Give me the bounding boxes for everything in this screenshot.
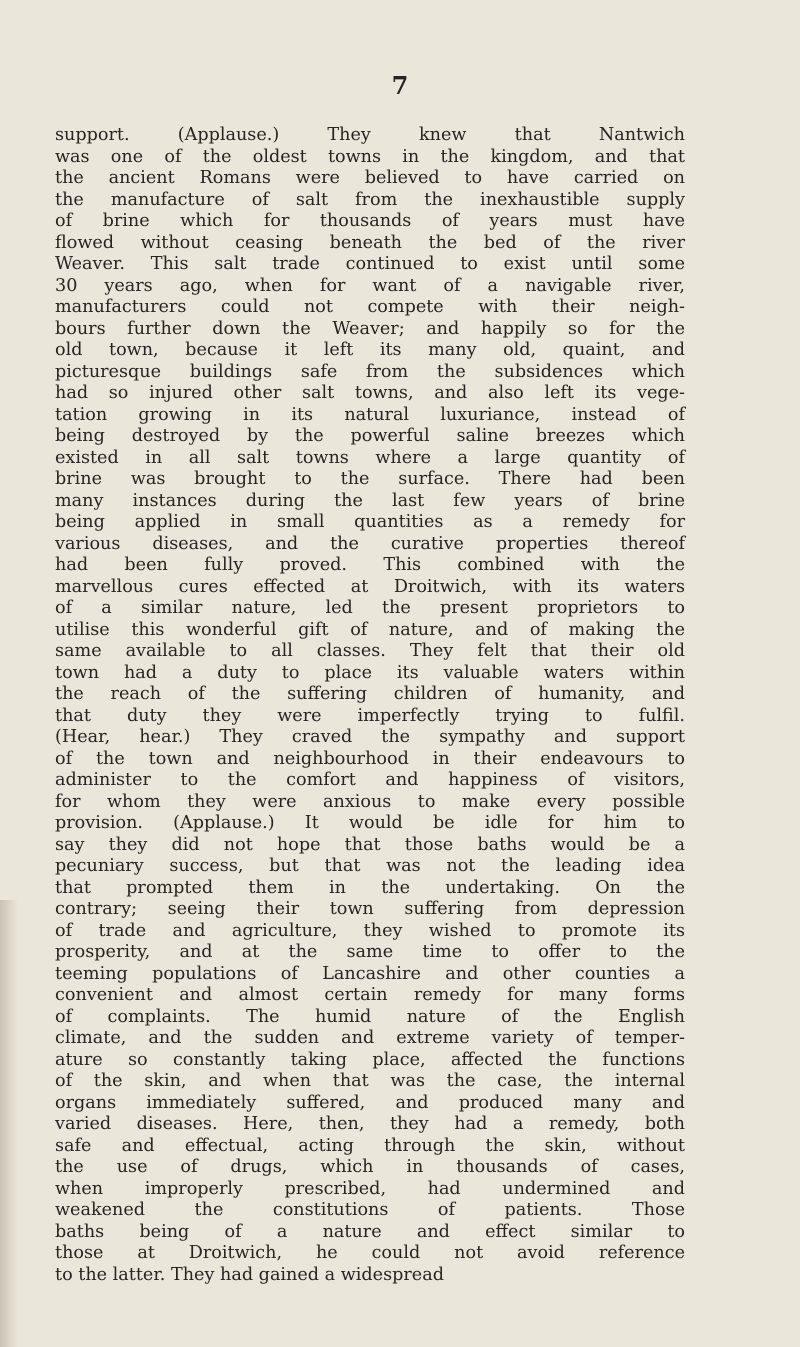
text-line: baths being of a nature and effect similar to <box>55 1221 685 1242</box>
text-line: 30 years ago, when for want of a navigable river, <box>55 275 685 296</box>
text-line: the manufacture of salt from the inexhaustible supply <box>55 189 685 210</box>
text-line: say they did not hope that those baths would be a <box>55 834 685 855</box>
text-line: of the skin, and when that was the case, the internal <box>55 1071 685 1091</box>
text-line: ature so constantly taking place, affected the functions <box>55 1049 685 1070</box>
text-line: the reach of the suffering children of humanity, and <box>55 684 685 704</box>
text-line: brine was brought to the surface. There had been <box>55 469 685 489</box>
text-line: of complaints. The humid nature of the English <box>55 1006 685 1027</box>
text-line: those at Droitwich, he could not avoid reference <box>55 1243 685 1263</box>
text-line: utilise this wonderful gift of nature, and of making the <box>55 619 685 640</box>
text-line: manufacturers could not compete with their neigh- <box>55 297 685 317</box>
text-line: support. (Applause.) They knew that Nantwich <box>55 125 685 145</box>
text-line: tation growing in its natural luxuriance, instead of <box>55 404 685 425</box>
text-line: of a similar nature, led the present proprietors to <box>55 598 685 618</box>
text-line: safe and effectual, acting through the skin, without <box>55 1135 685 1156</box>
page-number: 7 <box>391 71 409 100</box>
text-line: that prompted them in the undertaking. On the <box>55 877 685 898</box>
text-line: old town, because it left its many old, quaint, and <box>55 340 685 360</box>
text-line: administer to the comfort and happiness of visitors, <box>55 770 685 790</box>
text-line: (Hear, hear.) They craved the sympathy and support <box>55 727 685 747</box>
text-line: was one of the oldest towns in the kingdom, and that <box>55 146 685 167</box>
text-line: flowed without ceasing beneath the bed of the river <box>55 232 685 253</box>
text-line: of the town and neighbourhood in their endeavours to <box>55 748 685 769</box>
text-line: various diseases, and the curative properties thereof <box>55 533 685 554</box>
text-line: when improperly prescribed, had undermined and <box>55 1178 685 1199</box>
text-line: town had a duty to place its valuable waters within <box>55 662 685 683</box>
text-line: the use of drugs, which in thousands of cases, <box>55 1157 685 1177</box>
text-line: weakened the constitutions of patients. Those <box>55 1200 685 1220</box>
text-line: to the latter. They had gained a widespread <box>55 1264 444 1285</box>
text-line: same available to all classes. They felt that their old <box>55 641 685 661</box>
text-line: that duty they were imperfectly trying to fulfil. <box>55 705 685 726</box>
text-line: picturesque buildings safe from the subsidences which <box>55 361 685 382</box>
text-line: of brine which for thousands of years must have <box>55 211 685 231</box>
text-line: for whom they were anxious to make every possible <box>55 791 685 812</box>
text-line: being destroyed by the powerful saline breezes which <box>55 426 685 446</box>
text-line: provision. (Applause.) It would be idle for him to <box>55 813 685 833</box>
text-line: of trade and agriculture, they wished to promote its <box>55 920 685 941</box>
text-line: being applied in small quantities as a remedy for <box>55 512 685 532</box>
text-line: teeming populations of Lancashire and other counties a <box>55 963 685 984</box>
text-line: convenient and almost certain remedy for many forms <box>55 985 685 1005</box>
text-line: climate, and the sudden and extreme variety of temper- <box>55 1028 685 1048</box>
text-line: Weaver. This salt trade continued to exist until some <box>55 254 685 274</box>
text-line: had so injured other salt towns, and also left its vege- <box>55 383 685 403</box>
text-line: marvellous cures effected at Droitwich, with its waters <box>55 576 685 597</box>
text-line: the ancient Romans were believed to have carried on <box>55 168 685 188</box>
text-line: had been fully proved. This combined with the <box>55 555 685 575</box>
binding-shadow <box>0 900 18 1347</box>
body-text <box>55 125 685 1286</box>
text-line: bours further down the Weaver; and happily so for the <box>55 318 685 339</box>
text-line: organs immediately suffered, and produced many and <box>55 1092 685 1113</box>
text-line: many instances during the last few years of brine <box>55 490 685 511</box>
text-line: contrary; seeing their town suffering from depression <box>55 899 685 919</box>
text-line: prosperity, and at the same time to offer to the <box>55 942 685 962</box>
text-line: pecuniary success, but that was not the leading idea <box>55 856 685 876</box>
text-line: existed in all salt towns where a large quantity of <box>55 447 685 468</box>
text-line: varied diseases. Here, then, they had a remedy, both <box>55 1114 685 1134</box>
